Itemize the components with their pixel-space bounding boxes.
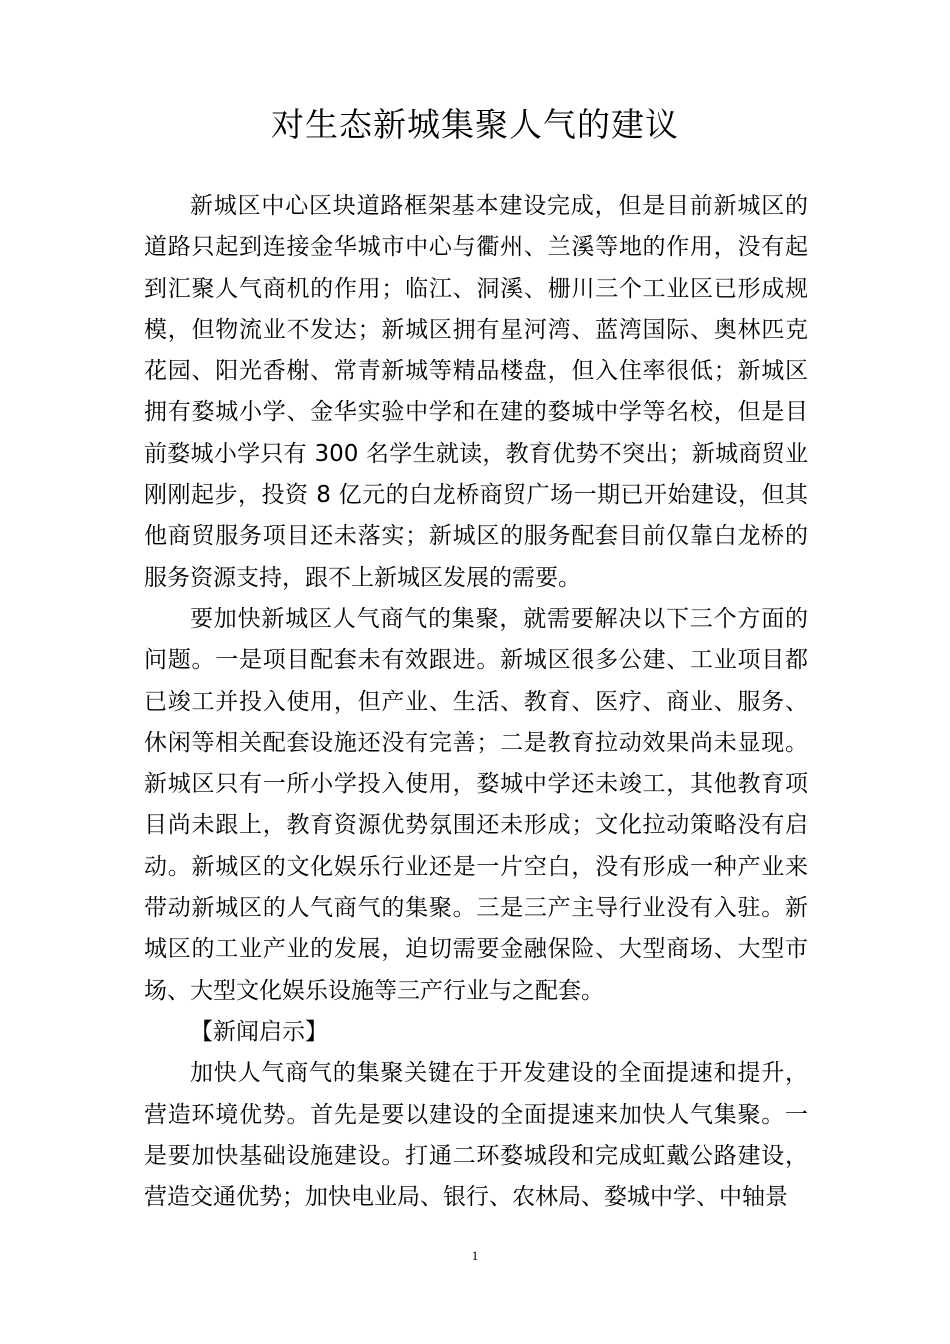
- paragraph-2: 要加快新城区人气商气的集聚，就需要解决以下三个方面的问题。一是项目配套未有效跟进。新城区很多公建、工业项目都已竣工并投入使用，但产业、生活、教育、医疗、商业、服务、休闲等相关配套设施还没有完善；二是教育拉动效果尚未显现。新城区只有一所小学投入使用，婺城中学还未竣工，其他教育项目尚未跟上，教育资源优势氛围还未形成；文化拉动策略没有启动。新城区的文化娱乐行业还是一片空白，没有形成一种产业来带动新城区的人气商气的集聚。三是三产主导行业没有入驻。新城区的工业产业的发展，迫切需要金融保险、大型商场、大型市场、大型文化娱乐设施等三产行业与之配套。: [144, 605, 808, 1004]
- document-title: 对生态新城集聚人气的建议: [271, 105, 679, 144]
- document-body: [144, 186, 808, 1218]
- paragraph-heading-news-insight: 【新闻启示】: [190, 1018, 328, 1045]
- paragraph-1: 新城区中心区块道路框架基本建设完成，但是目前新城区的道路只起到连接金华城市中心与衢州、兰溪等地的作用，没有起到汇聚人气商机的作用；临江、洞溪、栅川三个工业区已形成规模，但物流业不发达；新城区拥有星河湾、蓝湾国际、奥林匹克花园、阳光香榭、常青新城等精品楼盘，但入住率很低；新城区拥有婺城小学、金华实验中学和在建的婺城中学等名校，但是目前婺城小学只有 300 名学生就读，教育优势不突出；新城商贸业刚刚起步，投资 8 亿元的白龙桥商贸广场一期已开始建设，但其他商贸服务项目还未落实；新城区的服务配套目前仅靠白龙桥的服务资源支持，跟不上新城区发展的需要。: [144, 193, 808, 591]
- page-number: 1: [471, 1248, 479, 1263]
- paragraph-3: 加快人气商气的集聚关键在于开发建设的全面提速和提升，营造环境优势。首先是要以建设的全面提速来加快人气集聚。一是要加快基础设施建设。打通二环婺城段和完成虹戴公路建设，营造交通优势；加快电业局、银行、农林局、婺城中学、中轴景: [144, 1060, 808, 1211]
